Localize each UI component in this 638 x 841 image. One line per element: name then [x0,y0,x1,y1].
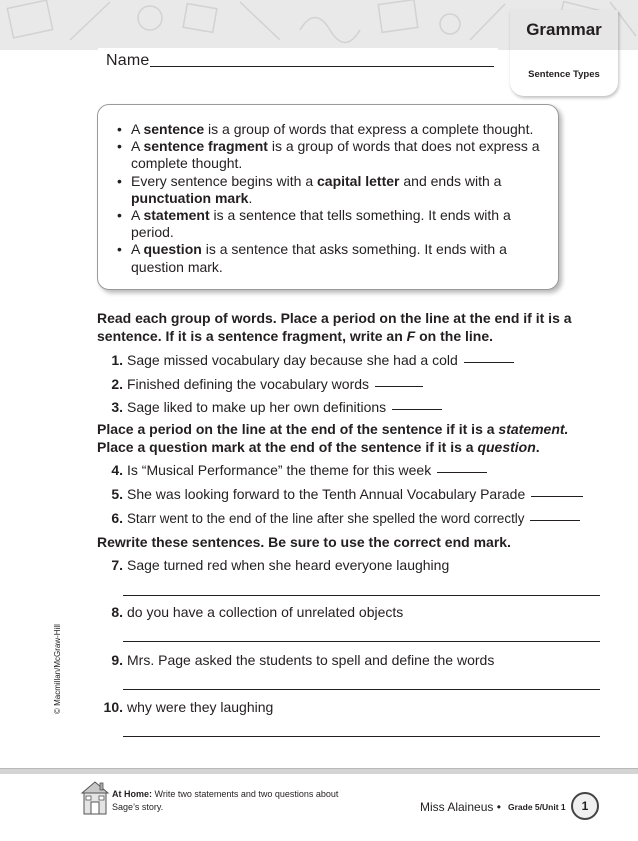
grammar-tab [510,10,618,96]
footer-story-title: Miss Alaineus • [420,800,501,814]
rule-item: • A sentence is a group of words that express a complete thought. [116,121,546,138]
tab-subtitle: Sentence Types [528,69,600,80]
rule-item: • A question is a sentence that asks something. It ends with a question mark. [116,241,546,275]
name-field[interactable] [98,48,498,74]
rules-list [116,121,546,276]
answer-blank[interactable] [531,496,583,497]
at-home-note: At Home: Write two statements and two questions about Sage’s story. [112,789,339,812]
page-number: 1 [571,792,599,820]
answer-blank[interactable] [392,409,442,410]
name-label: Name [106,52,150,69]
exercise-item-4: 4. Is “Musical Performance” the theme for this week [97,462,487,479]
tab-inner [510,50,618,96]
answer-line[interactable] [123,595,600,596]
footer-grade: Grade 5/Unit 1 [508,802,566,812]
exercise-item-3: 3. Sage liked to make up her own definitions [97,399,442,416]
section1-instruction: Read each group of words. Place a period on the line at the end if it is a sentence. If it is a sentence fragment, write an F on the line. [97,310,572,344]
exercise-item-2: 2. Finished defining the vocabulary words [97,376,423,393]
exercise-item-6: 6. Starr went to the end of the line after she spelled the word correctly [97,510,580,527]
exercise-item-8: 8. do you have a collection of unrelated objects [111,604,404,620]
answer-blank[interactable] [375,386,423,387]
name-line[interactable] [150,66,494,67]
answer-blank[interactable] [437,472,487,473]
rule-item: • A sentence fragment is a group of words that does not express a complete thought. [116,138,546,172]
copyright-notice: © Macmillan/McGraw-Hill [53,624,62,714]
schoolhouse-icon [80,780,110,821]
exercise-item-10: 10. why were they laughing [103,699,274,715]
answer-line[interactable] [123,736,600,737]
exercise-item-7: 7. Sage turned red when she heard everyone laughing [111,557,450,573]
section2-instruction: Place a period on the line at the end of the sentence if it is a statement. Place a question mark at the end of the sentence if it is a question. [97,421,569,455]
answer-line[interactable] [123,689,600,690]
tab-title: Grammar [526,20,602,39]
exercise-item-9: 9. Mrs. Page asked the students to spell and define the words [111,652,495,668]
rules-box [97,104,559,290]
rule-item: • Every sentence begins with a capital letter and ends with a punctuation mark. [116,173,546,207]
answer-blank[interactable] [464,362,514,363]
answer-line[interactable] [123,641,600,642]
exercise-item-1: 1. Sage missed vocabulary day because she had a cold [97,352,514,369]
exercise-item-5: 5. She was looking forward to the Tenth Annual Vocabulary Parade [97,486,583,503]
rule-item: • A statement is a sentence that tells something. It ends with a period. [116,207,546,241]
footer-divider [0,768,638,774]
answer-blank[interactable] [530,520,580,521]
section3-instruction: Rewrite these sentences. Be sure to use the correct end mark. [97,534,511,550]
